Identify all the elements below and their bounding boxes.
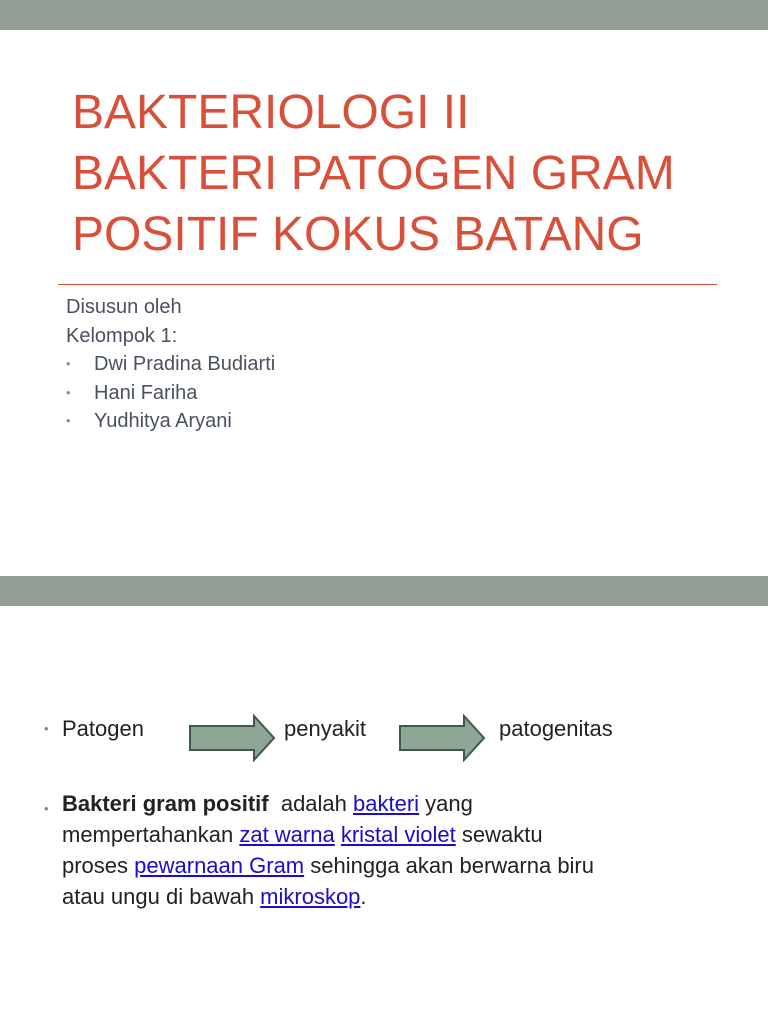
text-run: yang xyxy=(419,791,473,816)
slide-header-bar xyxy=(0,576,768,606)
member-name: Yudhitya Aryani xyxy=(94,410,232,432)
bullet-icon: • xyxy=(44,801,49,816)
member-item xyxy=(66,379,275,408)
link-kristal-violet[interactable]: kristal violet xyxy=(340,822,456,847)
member-item xyxy=(66,350,275,379)
flow-term-patogenitas: patogenitas xyxy=(499,716,613,741)
title-divider xyxy=(58,284,717,285)
member-item xyxy=(66,407,275,436)
text-run: mempertahankan xyxy=(62,822,240,847)
member-name: Hani Fariha xyxy=(94,381,198,404)
flow-term-patogen: Patogen xyxy=(62,716,144,741)
right-arrow-icon xyxy=(398,714,488,762)
text-run: proses xyxy=(62,853,135,878)
text-run: sehingga akan berwarna biru xyxy=(304,853,594,878)
slide-title xyxy=(72,82,732,265)
member-name: Dwi Pradina Budiarti xyxy=(94,353,276,375)
bullet-icon: • xyxy=(66,356,71,371)
defined-term: Bakteri gram positif xyxy=(62,791,269,816)
content-slide xyxy=(0,576,768,1024)
bullet-icon: • xyxy=(66,384,71,400)
prepared-by-label: Disusun oleh xyxy=(66,296,182,318)
bullet-icon: • xyxy=(44,721,49,736)
text-run: adalah xyxy=(268,791,354,816)
flow-row xyxy=(0,714,768,754)
group-label: Kelompok 1: xyxy=(66,324,178,347)
bullet-icon: • xyxy=(66,413,71,428)
authors-block xyxy=(66,293,275,436)
right-arrow-icon xyxy=(188,714,278,762)
text-run: atau ungu di bawah xyxy=(62,884,261,909)
link-pewarnaan-gram[interactable]: pewarnaan Gram xyxy=(134,853,305,878)
link-mikroskop[interactable]: mikroskop xyxy=(260,884,361,909)
flow-term-penyakit: penyakit xyxy=(284,716,366,741)
text-run: sewaktu xyxy=(455,822,543,847)
slide-header-bar xyxy=(0,0,768,30)
text-run: . xyxy=(360,884,367,909)
link-bakteri[interactable]: bakteri xyxy=(353,791,420,816)
definition-paragraph xyxy=(44,788,702,912)
link-zat-warna[interactable]: zat warna xyxy=(239,822,335,847)
title-line: POSITIF KOKUS BATANG xyxy=(72,208,644,261)
title-line: BAKTERI PATOGEN GRAM xyxy=(72,147,675,200)
title-line: BAKTERIOLOGI II xyxy=(72,86,470,139)
